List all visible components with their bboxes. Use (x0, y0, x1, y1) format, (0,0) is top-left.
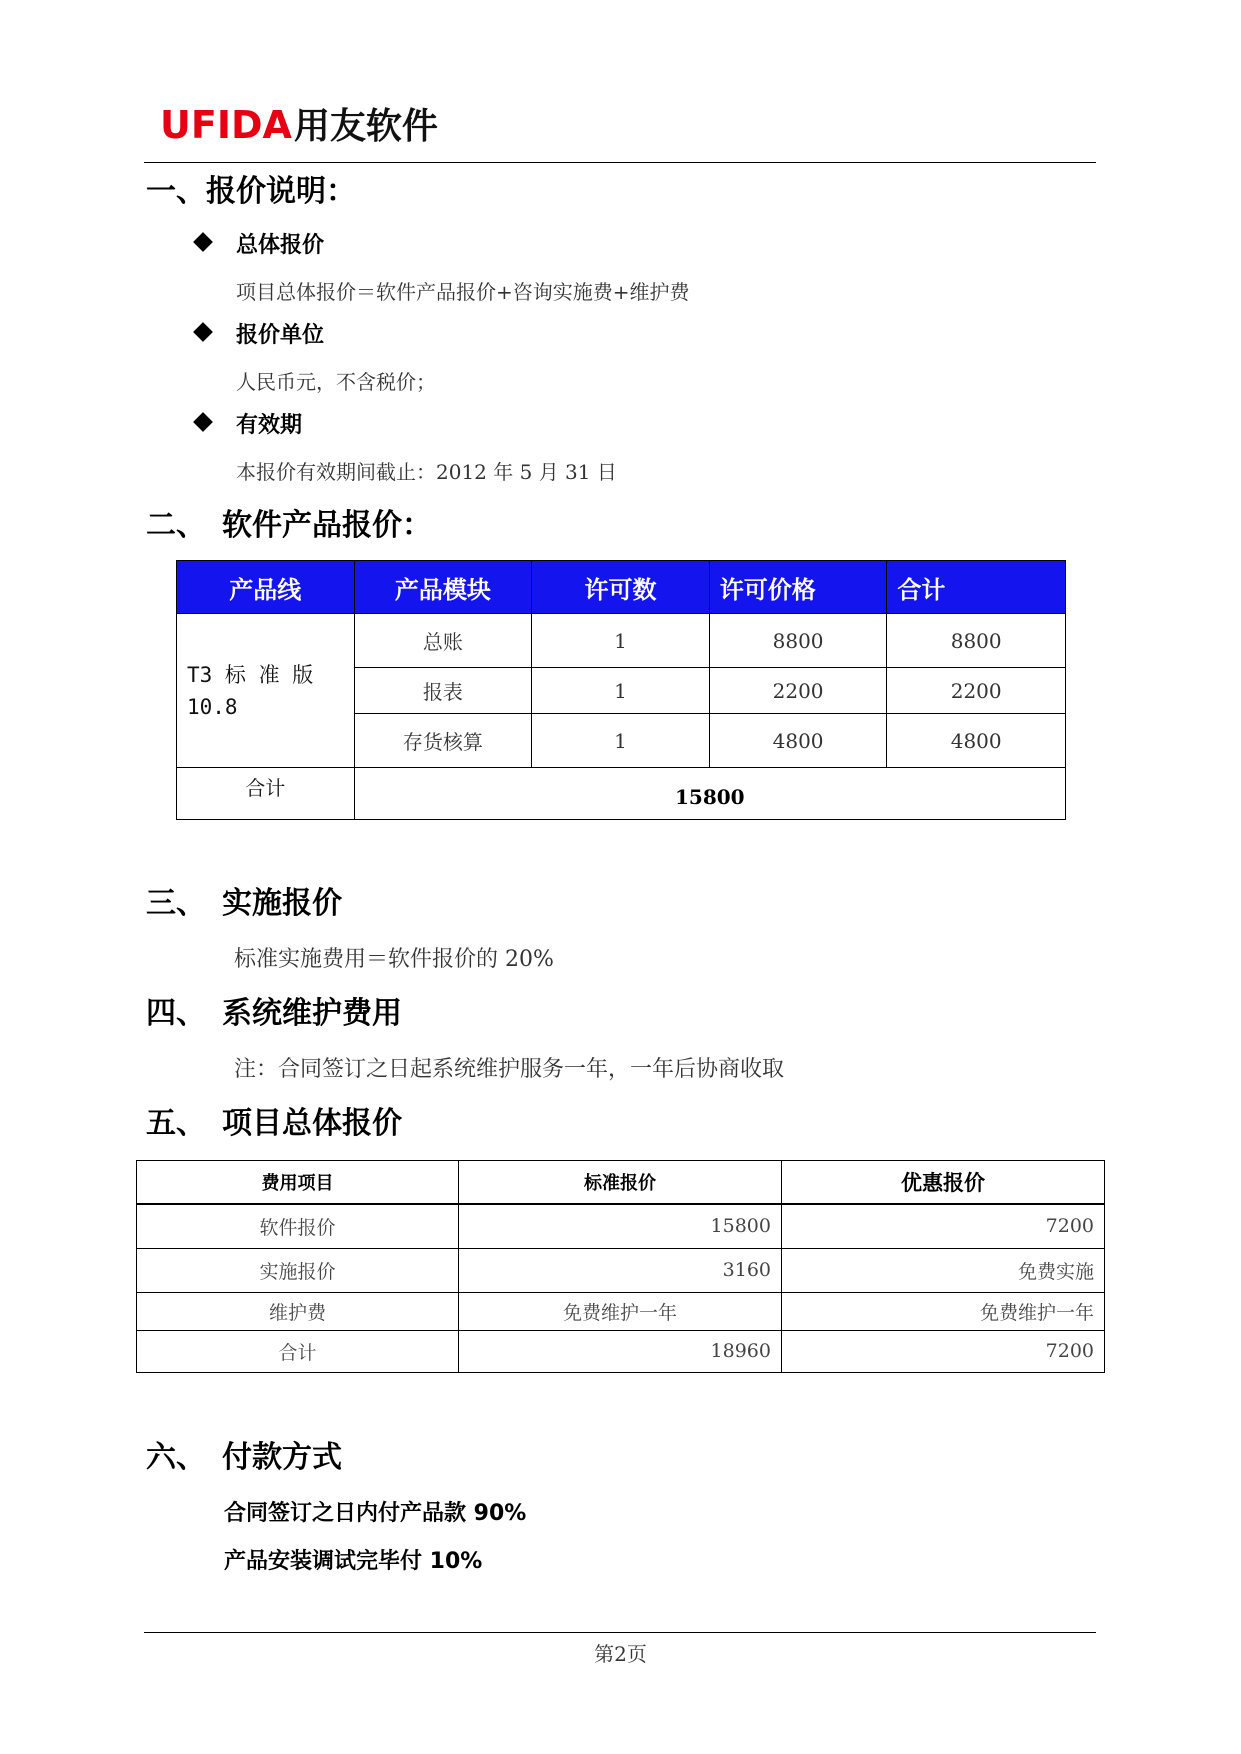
table-header-row (177, 561, 1066, 614)
discount-cell: 免费维护一年 (782, 1292, 1105, 1330)
bullet-quote-unit (196, 318, 324, 349)
section-5-title: 项目总体报价 (222, 1106, 402, 1141)
table-row (137, 1292, 1105, 1330)
item-cell: 维护费 (137, 1292, 459, 1330)
section-6-heading (146, 1432, 342, 1476)
count-cell: 1 (532, 668, 710, 714)
page-number: 第2页 (594, 1642, 647, 1666)
diamond-icon (193, 322, 213, 342)
total-value-cell: 15800 (354, 768, 1065, 820)
standard-cell: 15800 (459, 1204, 782, 1248)
discount-cell: 7200 (782, 1330, 1105, 1372)
implementation-text: 标准实施费用＝软件报价的 20% (234, 947, 554, 972)
count-cell: 1 (532, 614, 710, 668)
item-cell: 合计 (137, 1330, 459, 1372)
total-label-cell: 合计 (177, 768, 355, 820)
module-cell: 总账 (354, 614, 532, 668)
col-header: 费用项目 (137, 1161, 459, 1205)
payment-term: 合同签订之日内付产品款 90% (224, 1501, 527, 1526)
diamond-icon (193, 232, 213, 252)
section-3-heading (146, 878, 342, 922)
bullet-validity (196, 408, 302, 439)
module-cell: 存货核算 (354, 714, 532, 768)
total-cell: 4800 (887, 714, 1066, 768)
section-3-number: 三、 (146, 886, 206, 921)
ufida-logo (160, 98, 438, 149)
price-cell: 8800 (709, 614, 887, 668)
module-cell: 报表 (354, 668, 532, 714)
table-total-row (177, 768, 1066, 820)
logo-en: UFIDA (160, 103, 292, 147)
bullet-text: 本报价有效期间截止：2012 年 5 月 31 日 (236, 460, 617, 484)
col-header: 标准报价 (459, 1161, 782, 1205)
standard-cell: 3160 (459, 1248, 782, 1292)
payment-term: 产品安装调试完毕付 10% (224, 1549, 483, 1574)
footer-rule (144, 1632, 1096, 1633)
section-2-number: 二、 (146, 508, 206, 543)
section-6-title: 付款方式 (222, 1440, 342, 1475)
section-5-heading (146, 1098, 402, 1142)
total-cell: 8800 (887, 614, 1066, 668)
bullet-text: 人民币元，不含税价； (236, 370, 436, 394)
count-cell: 1 (532, 714, 710, 768)
section-2-title: 软件产品报价： (222, 508, 432, 543)
col-header: 产品模块 (354, 561, 532, 614)
section-6-number: 六、 (146, 1440, 206, 1475)
col-header: 产品线 (177, 561, 355, 614)
col-header: 许可价格 (709, 561, 887, 614)
section-1-number: 一、 (146, 174, 206, 209)
header-rule (144, 162, 1096, 163)
section-2-heading (146, 500, 432, 544)
table-row (177, 614, 1066, 668)
discount-cell: 7200 (782, 1204, 1105, 1248)
bullet-title: 总体报价 (236, 233, 325, 258)
price-cell: 4800 (709, 714, 887, 768)
price-cell: 2200 (709, 668, 887, 714)
logo-cn: 用友软件 (293, 106, 438, 147)
section-5-number: 五、 (146, 1106, 206, 1141)
table-row (137, 1330, 1105, 1372)
bullet-total-quote (196, 228, 324, 259)
section-1-title: 报价说明： (206, 174, 356, 209)
col-header: 优惠报价 (782, 1161, 1105, 1205)
section-4-title: 系统维护费用 (222, 996, 402, 1031)
discount-cell: 免费实施 (782, 1248, 1105, 1292)
bullet-title: 报价单位 (236, 323, 325, 348)
diamond-icon (193, 412, 213, 432)
item-cell: 实施报价 (137, 1248, 459, 1292)
maintenance-text: 注：合同签订之日起系统维护服务一年，一年后协商收取 (234, 1057, 785, 1082)
table-row (137, 1248, 1105, 1292)
section-4-number: 四、 (146, 996, 206, 1031)
software-quote-table (176, 560, 1066, 820)
standard-cell: 免费维护一年 (459, 1292, 782, 1330)
table-header-row (137, 1161, 1105, 1205)
section-4-heading (146, 988, 402, 1032)
section-1-heading (146, 166, 356, 210)
item-cell: 软件报价 (137, 1204, 459, 1248)
table-row (137, 1204, 1105, 1248)
bullet-text: 项目总体报价＝软件产品报价+咨询实施费+维护费 (236, 280, 690, 304)
standard-cell: 18960 (459, 1330, 782, 1372)
col-header: 合计 (887, 561, 1066, 614)
bullet-title: 有效期 (236, 413, 303, 438)
section-3-title: 实施报价 (222, 886, 342, 921)
total-cell: 2200 (887, 668, 1066, 714)
summary-quote-table (136, 1160, 1105, 1373)
product-line-cell: T3 标 准 版 10.8 (177, 614, 355, 768)
col-header: 许可数 (532, 561, 710, 614)
